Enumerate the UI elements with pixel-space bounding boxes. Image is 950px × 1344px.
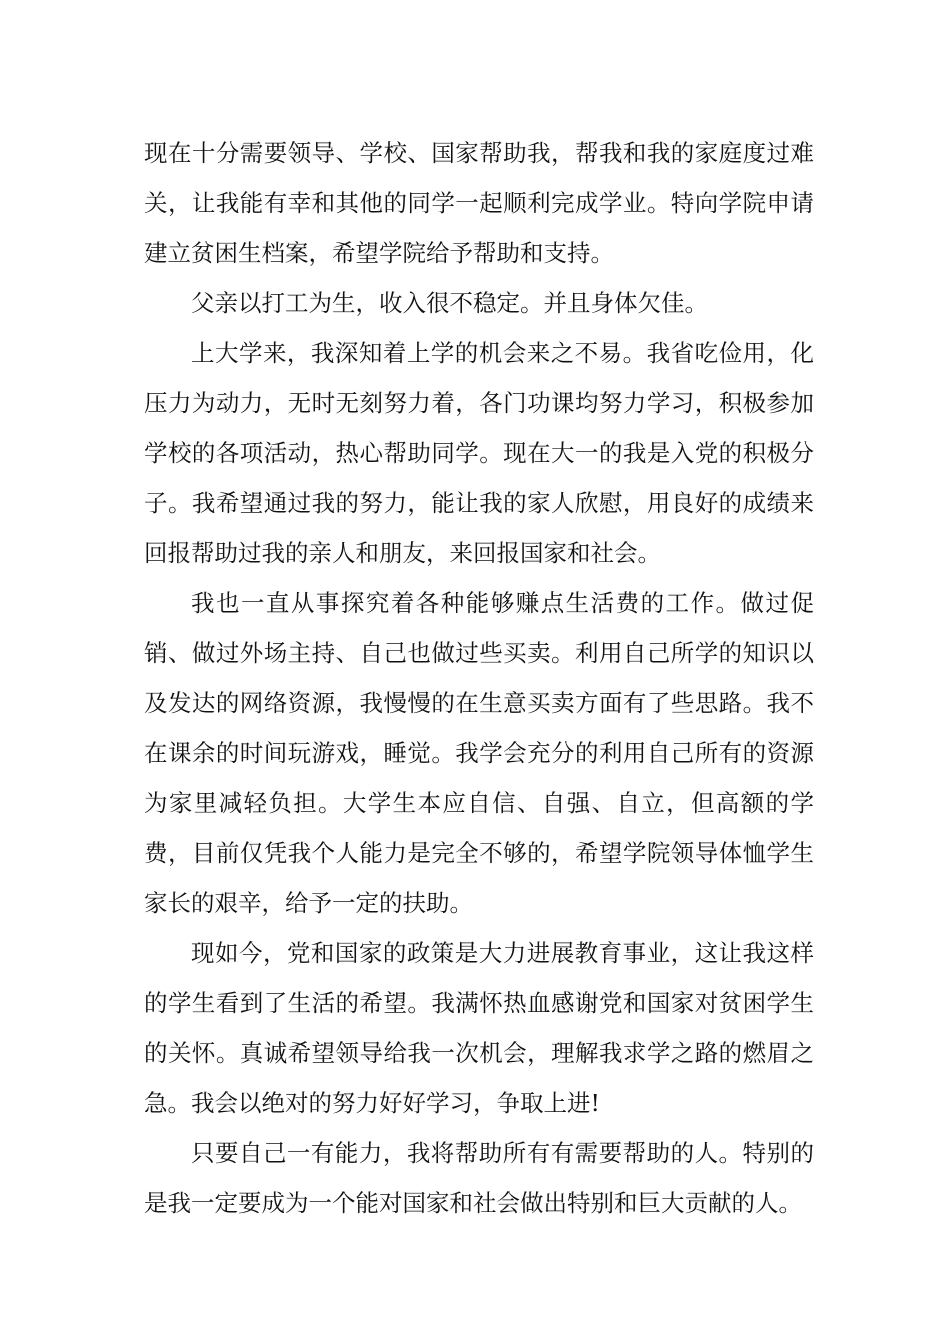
document-body [144, 128, 814, 1228]
paragraph-university: 上大学来，我深知着上学的机会来之不易。我省吃俭用，化压力为动力，无时无刻努力着，各门功课均努力学习，积极参加学校的各项活动，热心帮助同学。现在大一的我是入党的积极分子。我希望通过我的努力，能让我的家人欣慰，用良好的成绩来回报帮助过我的亲人和朋友，来回报国家和社会。 [144, 339, 814, 567]
paragraph-father: 父亲以打工为生，收入很不稳定。并且身体欠佳。 [191, 289, 708, 317]
paragraph-policy: 现如今，党和国家的政策是大力进展教育事业，这让我这样的学生看到了生活的希望。我满怀热血感谢党和国家对贫困学生的关怀。真诚希望领导给我一次机会，理解我求学之路的燃眉之急。我会以绝对的努力好好学习，争取上进! [144, 939, 814, 1117]
paragraph-continuation: 现在十分需要领导、学校、国家帮助我，帮我和我的家庭度过难关，让我能有幸和其他的同学一起顺利完成学业。特向学院申请建立贫困生档案，希望学院给予帮助和支持。 [144, 139, 814, 267]
paragraph-work: 我也一直从事探究着各种能够赚点生活费的工作。做过促销、做过外场主持、自己也做过些买卖。利用自己所学的知识以及发达的网络资源，我慢慢的在生意买卖方面有了些思路。我不在课余的时间玩游戏，睡觉。我学会充分的利用自己所有的资源为家里减轻负担。大学生本应自信、自强、自立，但高额的学费，目前仅凭我个人能力是完全不够的，希望学院领导体恤学生家长的艰辛，给予一定的扶助。 [144, 589, 814, 917]
paragraph-pledge: 只要自己一有能力，我将帮助所有有需要帮助的人。特别的是我一定要成为一个能对国家和社会做出特别和巨大贡献的人。 [144, 1139, 814, 1217]
